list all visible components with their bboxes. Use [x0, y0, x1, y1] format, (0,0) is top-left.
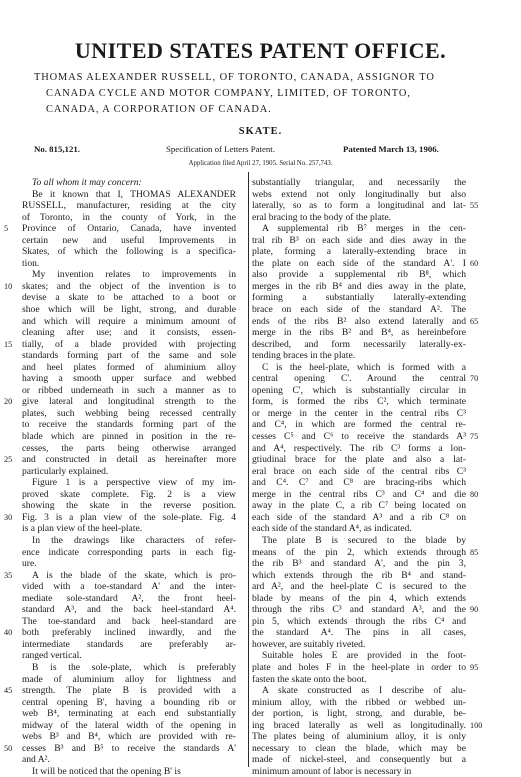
text-line: B is the sole-plate, which is preferably [32, 661, 236, 673]
text-line: necessary to clean the blade, which may be [252, 742, 466, 754]
text-line: tending braces in the plate. [252, 350, 356, 362]
text-line: central opening B', having a bounding rib or [22, 696, 236, 708]
text-line: ends of the ribs B² also extend laterally and [252, 315, 466, 327]
text-line: A is the blade of the skate, which is pro- [32, 569, 236, 581]
text-line: of Toronto, in the county of York, in the [22, 211, 236, 223]
text-line: and A². [22, 754, 50, 766]
text-line: described, and form necessarily laterally-ex- [252, 338, 466, 350]
text-line: minium alloy, with the ribbed or webbed un- [252, 696, 466, 708]
margin-line-number: 40 [4, 628, 13, 638]
column-divider [248, 172, 249, 767]
text-line: and constructed in detail as hereinafter more [22, 454, 236, 466]
text-line: the standard A⁴. The pins in all cases, [252, 627, 466, 639]
text-line: made of nickel-steel, and consequently but a [252, 754, 466, 766]
specification-label: Specification of Letters Patent. [166, 144, 275, 154]
margin-line-number: 65 [470, 316, 479, 326]
text-line: gtiudinal brace for the plate and also a lat- [252, 454, 466, 466]
application-line: Application filed April 27, 1905. Serial No. 257,743. [188, 160, 333, 167]
text-line: form, is formed the ribs C², which terminate [252, 396, 466, 408]
text-line: laterally, so as to form a longitudinal and lat- [252, 200, 466, 212]
patented-date: Patented March 13, 1906. [343, 144, 439, 154]
text-line: merge in the ribs B² and B⁴, as hereinbefore [252, 327, 466, 339]
text-line: central opening C'. Around the central [252, 373, 466, 385]
text-line: shoe which will be light, strong, and durable [22, 304, 236, 316]
text-line: pin 5, which extends through the ribs C⁴ and [252, 615, 466, 627]
inventor-line: CANADA CYCLE AND MOTOR COMPANY, LIMITED, OF TORONTO, [46, 88, 411, 99]
text-line: Figure 1 is a perspective view of my im- [32, 477, 236, 489]
text-line: webs extend not only longitudinally but also [252, 188, 466, 200]
text-line: vided with a toe-standard A' and the inter- [22, 581, 236, 593]
margin-line-number: 55 [470, 201, 479, 211]
text-line: Skates, of which the following is a specifica- [22, 246, 236, 258]
text-line: Fig. 3 is a plan view of the sole-plate. Fig. 4 [22, 511, 236, 523]
text-line: cesses B³ and B⁵ to receive the standards A' [22, 742, 236, 754]
text-line: To all whom it may concern: [32, 177, 142, 188]
text-line: devise a skate to be attached to a boot or [22, 292, 236, 304]
text-line: opening C', which is substantially circular in [252, 384, 466, 396]
text-line: merge in the central ribs C³ and C⁴ and die [252, 488, 466, 500]
text-line: plate, forming a laterally-extending brace in [252, 246, 466, 258]
text-line: The toe-standard and back heel-standard are [22, 615, 236, 627]
text-line: skates; and the object of the invention is to [22, 280, 236, 292]
text-line: having a smooth upper surface and webbed [22, 373, 236, 385]
text-line: is a plan view of the heel-plate. [22, 523, 143, 535]
text-line: to receive the standards forming part of the [22, 419, 236, 431]
margin-line-number: 20 [4, 397, 13, 407]
text-line: My invention relates to improvements in [32, 269, 236, 281]
text-line: away in the plate C, a rib C⁷ being located on [252, 500, 466, 512]
text-line: cleaning after use; and it consists, essen- [22, 327, 236, 339]
text-line: RUSSELL, manufacturer, residing at the city [22, 200, 236, 212]
patent-number: No. 815,121. [34, 144, 80, 154]
subject-title: SKATE. [238, 126, 283, 137]
text-line: or merge in the center in the central ribs C³ [252, 407, 466, 419]
inventor-line: THOMAS ALEXANDER RUSSELL, OF TORONTO, CANADA, ASSIGNOR TO [34, 72, 435, 83]
text-line: each side of the standard A⁴, as indicated. [252, 523, 412, 535]
text-line: the rib B³ and standard A', and the pin 3, [252, 558, 466, 570]
text-line: merges in the rib B⁴ and dies away in the plate, [252, 280, 466, 292]
text-line: In the drawings like characters of refer- [32, 534, 236, 546]
margin-line-number: 50 [4, 743, 13, 753]
margin-line-number: 75 [470, 432, 479, 442]
text-line: tion. [22, 257, 40, 269]
text-line: through the ribs C³ and standard A³, and the [252, 604, 466, 616]
text-line: A supplemental rib B⁷ merges in the cen- [262, 223, 466, 235]
text-line: certain new and useful Improvements in [22, 234, 236, 246]
text-line: made of aluminium alloy for lightness and [22, 673, 236, 685]
right-text-column [252, 177, 466, 777]
office-title: UNITED STATES PATENT OFFICE. [74, 38, 447, 63]
text-line: and A⁴, respectively. The rib C³ forms a lon- [252, 442, 466, 454]
left-text-column [22, 177, 236, 777]
inventor-line: CANADA, A CORPORATION OF CANADA. [46, 104, 272, 115]
text-line: however, are suitably riveted. [252, 638, 366, 650]
text-line: and C⁴, in which are formed the central re- [252, 419, 466, 431]
margin-line-number: 95 [470, 663, 479, 673]
text-line: proved skate complete. Fig. 2 is a view [22, 488, 236, 500]
margin-line-number: 45 [4, 686, 13, 696]
text-line: also provide a supplemental rib B⁸, which [252, 269, 466, 281]
margin-line-number: 70 [470, 374, 479, 384]
text-line: give lateral and longitudinal strength to the [22, 396, 236, 408]
text-line: midway of the lateral width of the opening in [22, 719, 236, 731]
margin-line-number: 5 [4, 224, 9, 234]
text-line: which extends through the rib B⁴ and stand- [252, 569, 466, 581]
text-line: Suitable holes E are provided in the foot- [262, 650, 466, 662]
text-line: cesses C⁵ and C⁶ to receive the standards A³ [252, 431, 466, 443]
text-line: standards forming part of the same and sole [22, 350, 236, 362]
text-line: ing braced laterally as well as longitudinally. [252, 719, 466, 731]
text-line: ard A², and the heel-plate C is secured to the [252, 581, 466, 593]
text-line: forming a substantially laterally-extending [252, 292, 466, 304]
text-line: Be it known that I, THOMAS ALEXANDER [32, 188, 236, 200]
text-line: intermediate standards are preferably ar- [22, 638, 236, 650]
text-line: It will be noticed that the opening B' is [32, 765, 181, 777]
text-line: plate and holes F in the heel-plate in order to [252, 661, 466, 673]
text-line: ure. [22, 558, 37, 570]
margin-line-number: 85 [470, 547, 479, 557]
text-line: both preferably inclined inwardly, and the [22, 627, 236, 639]
inventor-block [34, 70, 486, 118]
margin-line-number: 90 [470, 605, 479, 615]
text-line: tially, of a blade provided with projecting [22, 338, 236, 350]
margin-line-number: 15 [4, 339, 13, 349]
text-line: der portion, is light, strong, and durable, be- [252, 708, 466, 720]
text-line: eral brace on each side of the central ribs C³ [252, 465, 466, 477]
text-line: substantially triangular, and necessarily the [252, 177, 466, 188]
text-line: fasten the skate onto the boot. [252, 673, 367, 685]
text-line: and C⁴. C⁷ and C⁸ are bracing-ribs which [252, 477, 466, 489]
text-line: the plate on each side of the standard A'. I [252, 257, 466, 269]
text-line: web B⁴, terminating at each end substantially [22, 708, 236, 720]
margin-line-number: 10 [4, 281, 13, 291]
text-line: A skate constructed as I describe of alu- [262, 685, 466, 697]
margin-line-number: 60 [470, 258, 479, 268]
text-line: ranged vertical. [22, 650, 82, 662]
text-line: blade which are pinned in position in the re- [22, 431, 236, 443]
text-line: and which will require a minimum amount of [22, 315, 236, 327]
margin-line-number: 100 [470, 720, 483, 730]
text-line: The plates being of aluminium alloy, it is only [252, 731, 466, 743]
text-line: webs B³ and B⁴, which are provided with re- [22, 731, 236, 743]
text-line: C is the heel-plate, which is formed with a [262, 361, 466, 373]
text-line: cesses, the parts being otherwise arranged [22, 442, 236, 454]
text-line: blade by means of the pin 4, which extends [252, 592, 466, 604]
text-line: tral rib B³ on each side and dies away in the [252, 234, 466, 246]
text-line: or ribbed underneath in such a manner as to [22, 384, 236, 396]
text-line: mediate sole-standard A², the front heel- [22, 592, 236, 604]
text-line: ence indicate corresponding parts in each fig- [22, 546, 236, 558]
text-line: eral bracing to the body of the plate. [252, 211, 392, 223]
text-line: The plate B is secured to the blade by [262, 534, 466, 546]
text-line: each side of the standard A³ and a rib C⁸ on [252, 511, 466, 523]
text-line: Province of Ontario, Canada, have invented [22, 223, 236, 235]
text-line: and heel plates formed of aluminium alloy [22, 361, 236, 373]
text-line: plates, such webbing being recessed centrally [22, 407, 236, 419]
text-line: showing the skate in the reverse position. [22, 500, 236, 512]
margin-line-number: 80 [470, 489, 479, 499]
text-line: minimum amount of labor is necessary in [252, 765, 412, 777]
text-line: means of the pin 2, which extends through [252, 546, 466, 558]
text-line: strength. The plate B is provided with a [22, 685, 236, 697]
text-line: standard A³, and the back heel-standard A⁴. [22, 604, 236, 616]
margin-line-number: 35 [4, 570, 13, 580]
text-line: brace on each side of the standard A². The [252, 304, 466, 316]
margin-line-number: 25 [4, 455, 13, 465]
margin-line-number: 30 [4, 512, 13, 522]
text-line: particularly explained. [22, 465, 109, 477]
